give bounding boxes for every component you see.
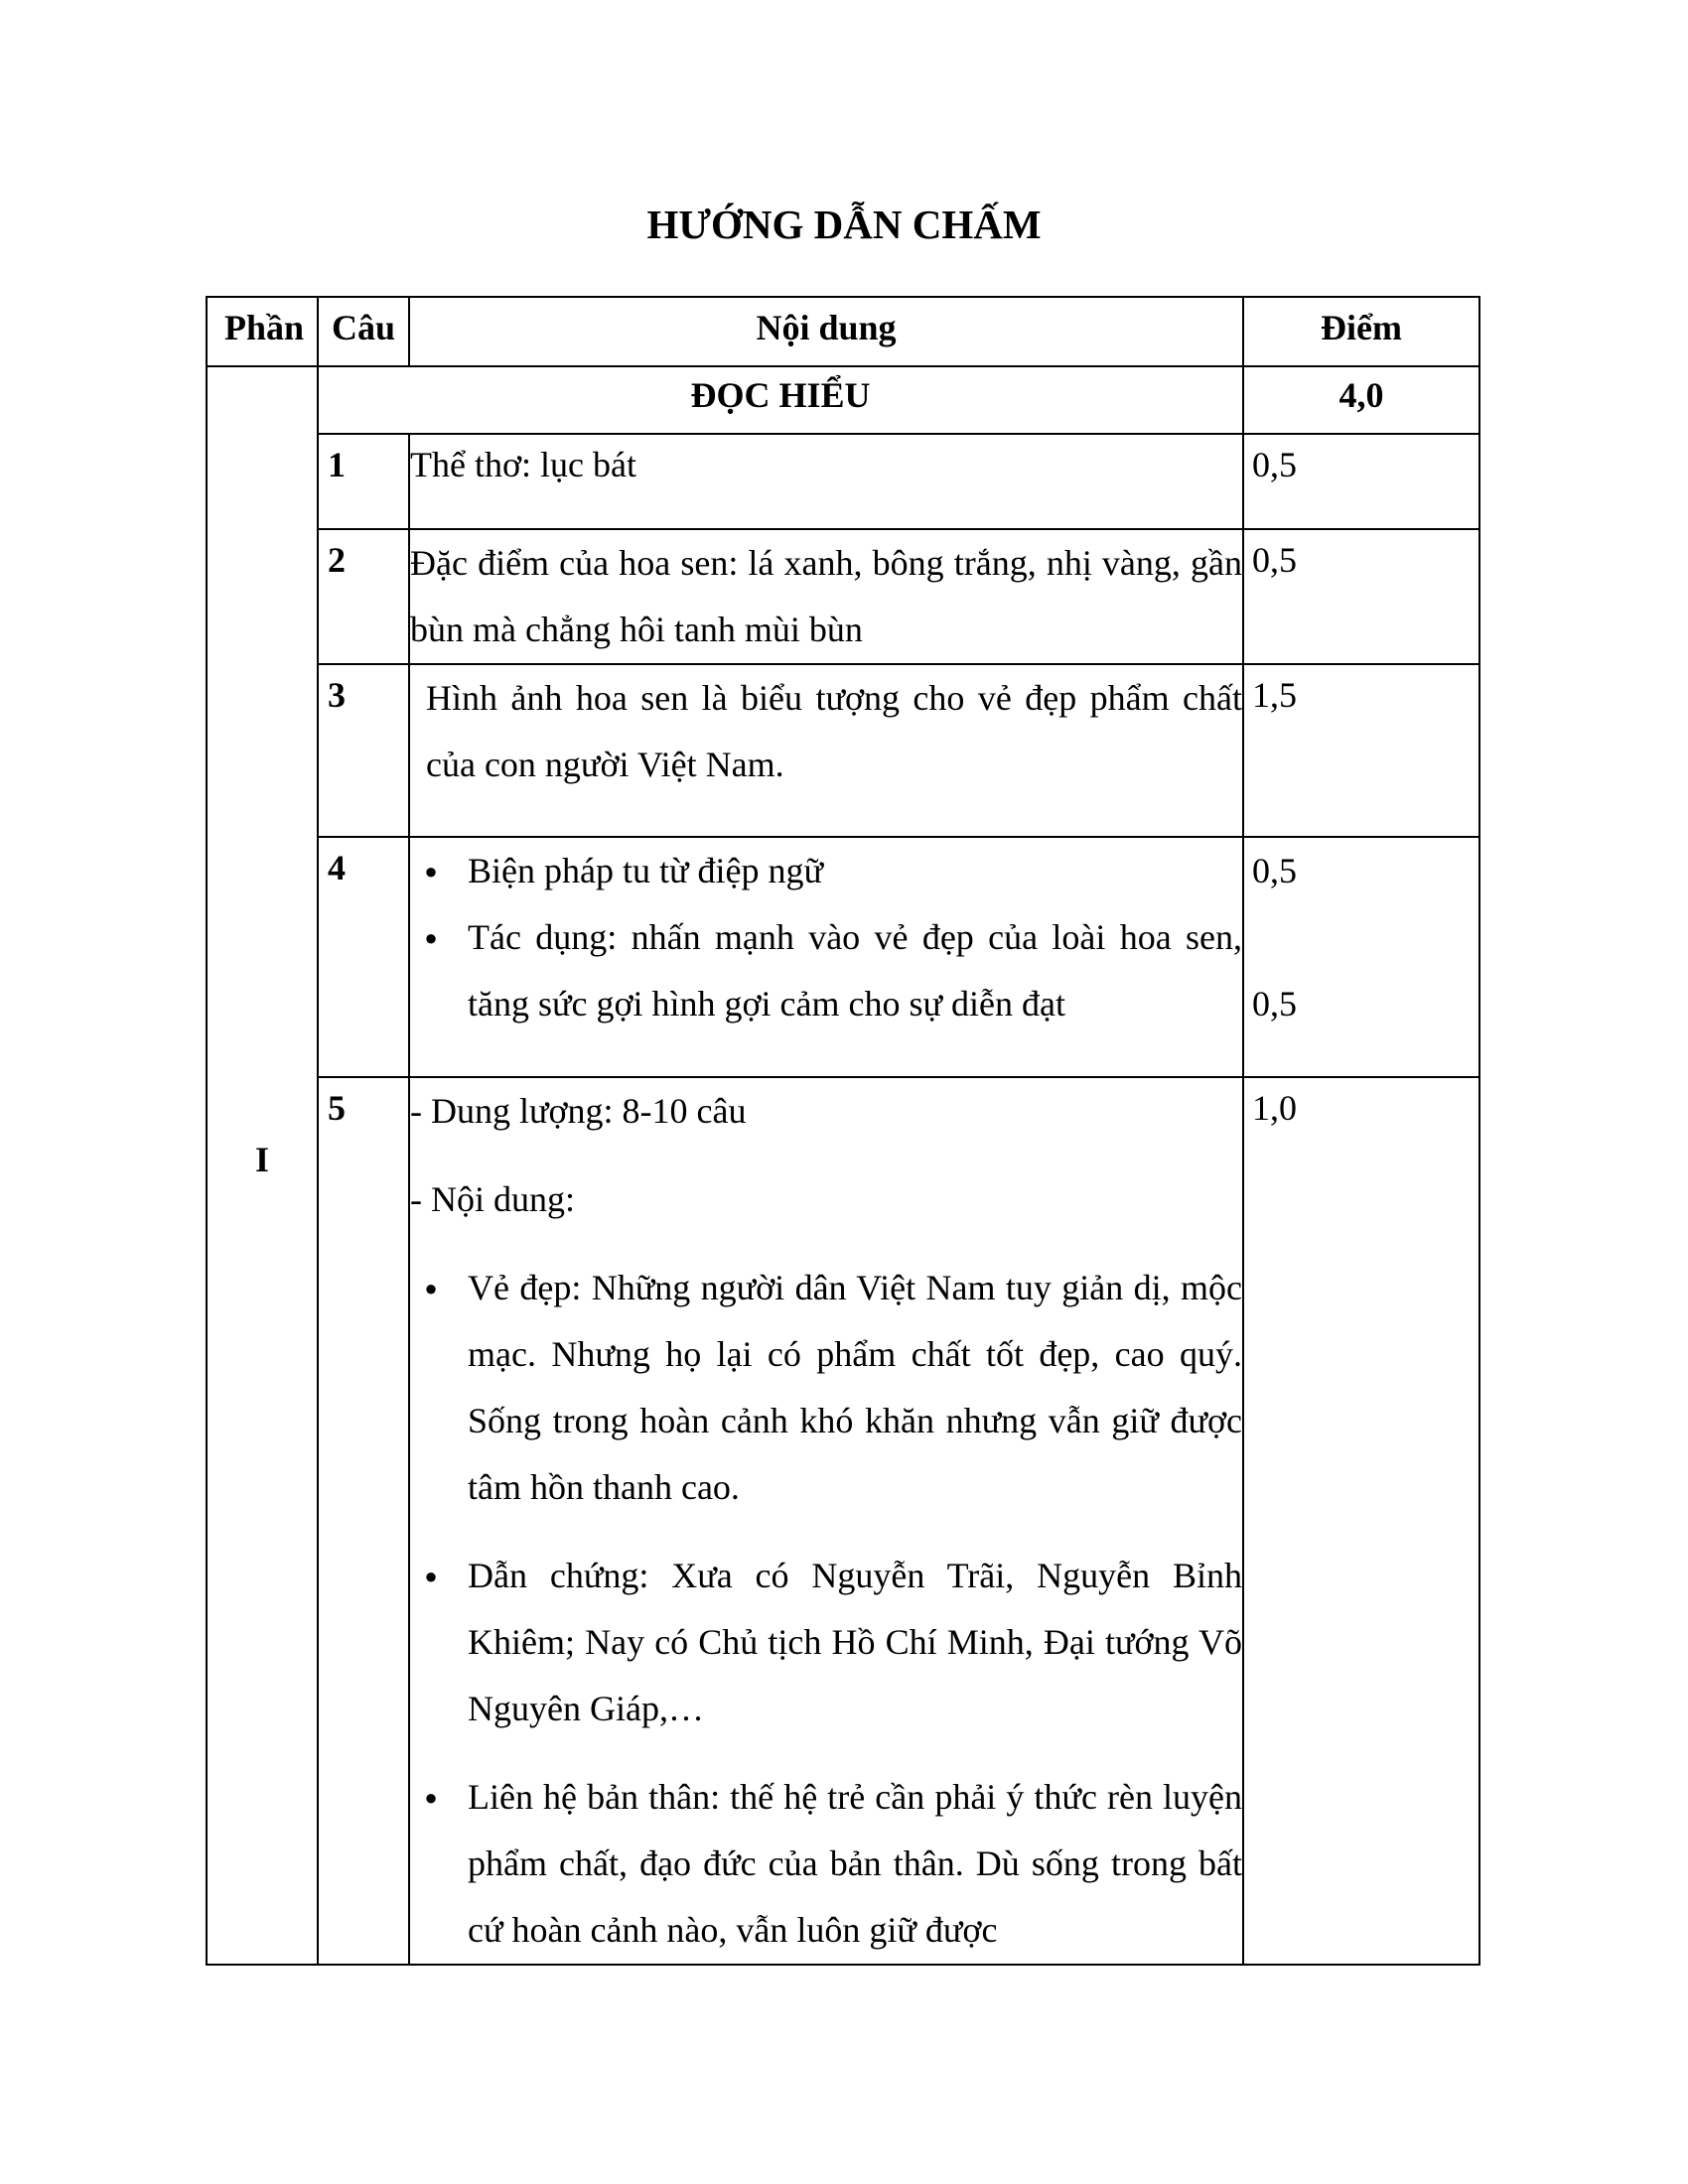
section-title: ĐỌC HIỂU [318,366,1243,434]
question-number: 3 [318,664,409,837]
answer-score: 0,5 0,5 [1243,837,1479,1077]
table-row [207,434,1479,529]
header-diem: Điểm [1243,297,1479,366]
table-row [207,837,1479,1077]
bullet-icon: ● [424,925,438,950]
table-row [207,529,1479,664]
list-item: ● Dẫn chứng: Xưa có Nguyễn Trãi, Nguyễn Bỉnh Khiêm; Nay có Chủ tịch Hồ Chí Minh, Đại tướng Võ Nguyên Giáp,… [410,1543,1242,1742]
table-row [207,1077,1479,1965]
question-number: 4 [318,837,409,1077]
answer-content [409,1077,1243,1965]
section-row [207,366,1479,434]
question-number: 1 [318,434,409,529]
list-item: ● Biện pháp tu từ điệp ngữ [410,838,1242,904]
grading-table [206,296,1480,1966]
list-item: ● Liên hệ bản thân: thế hệ trẻ cần phải ý thức rèn luyện phẩm chất, đạo đức của bản thân. Dù sống trong bất cứ hoàn cảnh nào, vẫn luôn giữ được [410,1764,1242,1964]
bullet-icon: ● [424,1564,438,1588]
table-row [207,664,1479,837]
list-item: ● Tác dụng: nhấn mạnh vào vẻ đẹp của loài hoa sen, tăng sức gợi hình gợi cảm cho sự diễn đạt [410,904,1242,1037]
section-score: 4,0 [1243,366,1479,434]
answer-content [409,837,1243,1077]
header-cau: Câu [318,297,409,366]
answer-score: 0,5 [1243,434,1479,529]
answer-content: Hình ảnh hoa sen là biểu tượng cho vẻ đẹp phẩm chất của con người Việt Nam. [409,664,1243,837]
question-number: 5 [318,1077,409,1965]
bullet-icon: ● [424,1276,438,1300]
table-header-row [207,297,1479,366]
content-line: - Nội dung: [410,1179,575,1219]
bullet-icon: ● [424,1785,438,1810]
part-cell: I [207,366,318,1965]
answer-score: 1,0 [1243,1077,1479,1965]
answer-score: 0,5 [1243,529,1479,664]
header-noi-dung: Nội dung [409,297,1243,366]
answer-content: Thể thơ: lục bát [409,434,1243,529]
header-phan: Phần [207,297,318,366]
answer-score: 1,5 [1243,664,1479,837]
question-number: 2 [318,529,409,664]
content-line: - Dung lượng: 8-10 câu [410,1091,747,1131]
bullet-icon: ● [424,859,438,884]
page-title: HƯỚNG DẪN CHẤM [646,202,1042,247]
answer-content: Đặc điểm của hoa sen: lá xanh, bông trắng, nhị vàng, gần bùn mà chẳng hôi tanh mùi bùn [409,529,1243,664]
list-item: ● Vẻ đẹp: Những người dân Việt Nam tuy giản dị, mộc mạc. Nhưng họ lại có phẩm chất tốt đẹp, cao quý. Sống trong hoàn cảnh khó khăn nhưng vẫn giữ được tâm hồn thanh cao. [410,1255,1242,1521]
